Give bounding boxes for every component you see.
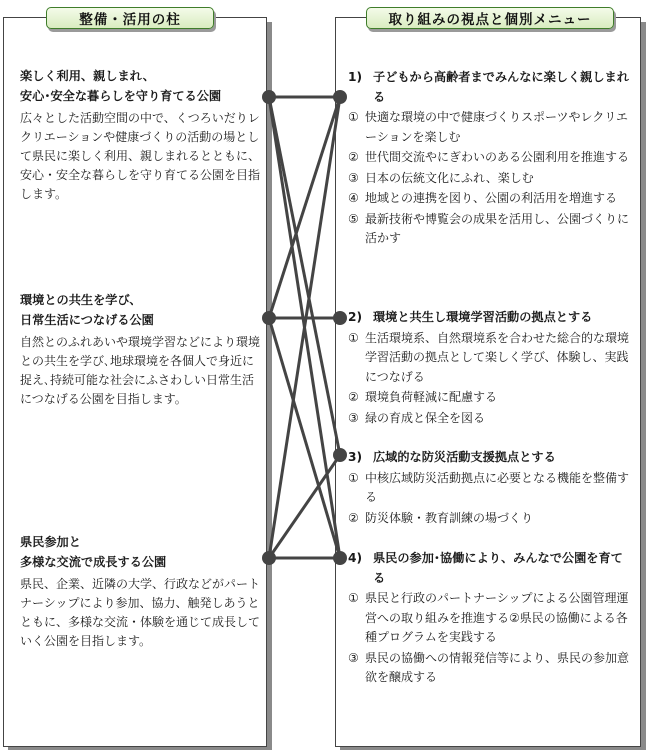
menu-item: [348, 189, 634, 209]
menu-item: [348, 409, 634, 429]
pillar-title-line: 日常生活につなげる公園: [20, 313, 154, 327]
connector-line-p1-v4: [269, 97, 340, 558]
menu-item-text: 県民の協働への情報発信等により、県民の参加意欲を醸成する: [365, 650, 630, 684]
menu-item: [348, 649, 634, 688]
menu-item-number: ⑤: [348, 211, 359, 226]
menu-item-text: 環境負荷軽減に配慮する: [365, 390, 498, 404]
pillar-title-line: 県民参加と: [20, 535, 81, 549]
menu-item-text: 日本の伝統文化にふれ、楽しむ: [365, 170, 534, 185]
viewpoint-1: [348, 68, 634, 249]
menu-item-number: ①: [348, 110, 359, 124]
pillar-description: 自然とのふれあいや環境学習などにより環境との共生を学び､地球環境を各個人で身近に捉え､持続可能な社会にふさわしい日常生活につなげる公園を目指します。: [20, 335, 261, 406]
menu-item-text: 緑の育成と保全を図る: [365, 410, 486, 425]
viewpoint-title-text: 子どもから高齢者までみんなに楽しく親しまれる: [373, 70, 629, 104]
pillar-title-line: 安心･安全な暮らしを守り育てる公園: [20, 89, 222, 103]
menu-item-text: 快適な環境の中で健康づくりスポーツやレクリエーションを楽しむ: [365, 110, 629, 144]
pillar-title: [20, 290, 260, 330]
viewpoint-number: 3): [348, 450, 363, 464]
menu-item: [348, 329, 634, 388]
pillar-description: 県民、企業、近隣の大学、行政などがパートナーシップにより参加、協力、触発しあうとともに、多様な交流・体験を通じて成長していく公園を目指します。: [20, 577, 261, 648]
pillar-1: [20, 66, 260, 204]
menu-item: [348, 509, 634, 529]
pillar-title: [20, 66, 260, 106]
menu-item-text: 生活環境系、自然環境系を合わせた総合的な環境学習活動の拠点として楽しく学び、体験し、実践につなげる: [365, 330, 630, 384]
connector-line-p3-v3: [269, 455, 340, 558]
pillar-title: [20, 532, 260, 572]
menu-item-text: 世代間交流やにぎわいのある公園利用を推進する: [365, 150, 630, 164]
pillar-title-line: 多様な交流で成長する公園: [20, 555, 167, 569]
connector-line-p2-v4: [269, 318, 340, 558]
viewpoint-title-text: 広域的な防災活動支援拠点とする: [373, 450, 556, 464]
menu-item: [348, 108, 634, 147]
connector-line-p1-v3: [269, 97, 340, 455]
menu-item-number: ②: [348, 510, 359, 525]
menu-item: [348, 469, 634, 508]
menu-item-text: 県民と行政のパートナーシップによる公園管理運営への取り組みを推進する②県民の協働による各種プログラムを実践する: [365, 591, 629, 644]
pillar-3: [20, 532, 260, 651]
viewpoint-title: [348, 68, 634, 107]
viewpoint-4: [348, 549, 634, 688]
menu-item-number: ④: [348, 191, 359, 205]
menu-item: [348, 210, 634, 249]
menu-item-number: ①: [348, 470, 359, 485]
viewpoint-title-text: 県民の参加･協働により、みんなで公園を育てる: [373, 551, 623, 585]
menu-item: [348, 589, 634, 648]
viewpoint-number: 1): [348, 70, 363, 84]
menu-item-number: ①: [348, 591, 359, 605]
menu-item-number: ③: [348, 650, 359, 665]
viewpoint-title-text: 環境と共生し環境学習活動の拠点とする: [373, 310, 593, 324]
menu-item: [348, 169, 634, 189]
menu-item-text: 地域との連携を図り、公園の利活用を増進する: [365, 191, 618, 205]
menu-item-number: ②: [348, 150, 359, 164]
viewpoint-number: 4): [348, 551, 363, 565]
menu-item-number: ①: [348, 330, 359, 345]
connector-line-p3-v1: [269, 97, 340, 558]
viewpoint-2: [348, 308, 634, 428]
pillar-title-line: 楽しく利用、親しまれ、: [20, 69, 155, 83]
menu-item-number: ③: [348, 410, 359, 425]
menu-item-text: 中核広域防災活動拠点に必要となる機能を整備する: [365, 470, 630, 504]
menu-item: [348, 388, 634, 408]
menu-item-text: 防災体験・教育訓練の場づくり: [365, 510, 534, 525]
pillar-title-line: 環境との共生を学び、: [20, 293, 142, 307]
pillars-header: 整備・活用の柱: [46, 7, 214, 29]
menu-item-number: ②: [348, 390, 359, 404]
viewpoint-3: [348, 448, 634, 528]
viewpoints-header: 取り組みの視点と個別メニュー: [366, 7, 614, 29]
pillar-description: 広々とした活動空間の中で、くつろいだりレクリエーションや健康づくりの活動の場として県民に楽しく利用、親しまれるとともに、安心・安全な暮らしを守り育てる公園を目指します。: [20, 111, 261, 201]
menu-item: [348, 148, 634, 168]
connector-line-p2-v1: [269, 97, 340, 318]
menu-item-number: ③: [348, 170, 359, 185]
viewpoint-title: [348, 308, 634, 328]
menu-item-text: 最新技術や博覧会の成果を活用し、公園づくりに活かす: [365, 211, 630, 245]
viewpoint-title: [348, 448, 634, 468]
pillar-2: [20, 290, 260, 409]
viewpoint-number: 2): [348, 310, 363, 324]
viewpoint-title: [348, 549, 634, 588]
